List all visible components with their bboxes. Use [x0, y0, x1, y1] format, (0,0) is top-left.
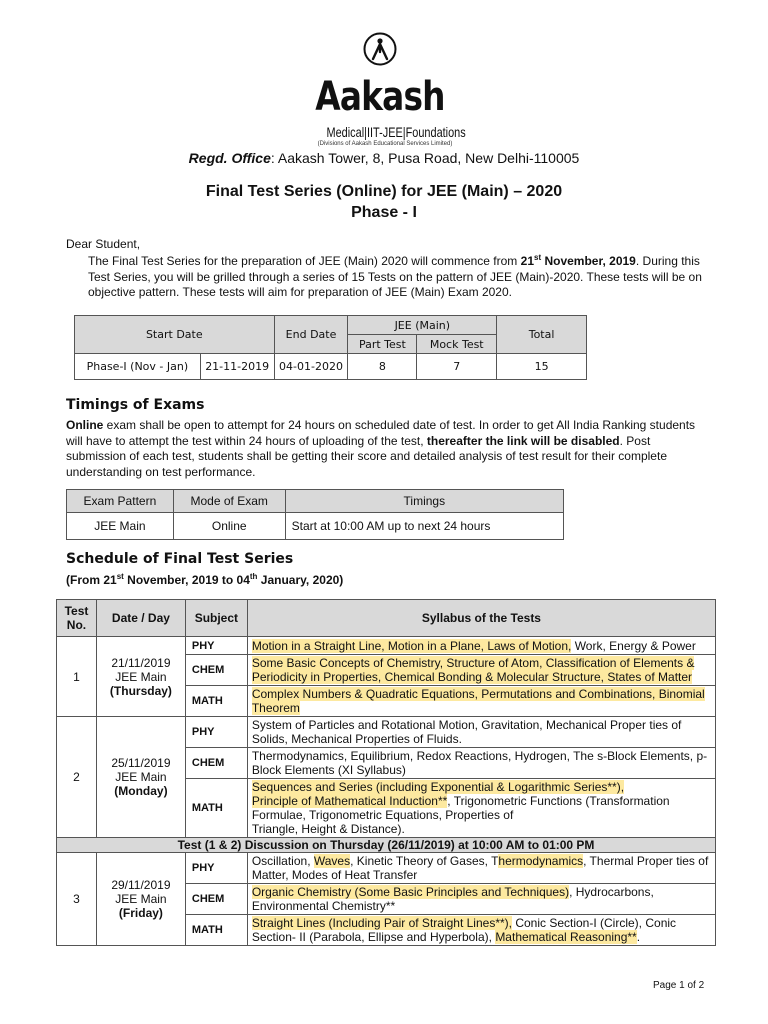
jee-main-header: JEE (Main) — [348, 316, 497, 335]
exam-mode-cell: Online — [173, 513, 285, 540]
phase-end: 04-01-2020 — [274, 354, 348, 380]
aakash-logo — [290, 30, 490, 150]
subject-cell: CHEM — [185, 748, 247, 779]
date-day-header: Date / Day — [96, 600, 185, 637]
highlighted-topic: hermodynamics — [498, 854, 584, 868]
timings-paragraph — [66, 418, 704, 480]
syllabus-cell — [247, 655, 715, 686]
syllabus-text: , Hydrocarbons, Environmental Chemistry** — [251, 885, 654, 913]
schedule-body — [57, 637, 716, 946]
schedule-table — [56, 599, 716, 946]
highlighted-topic: Mathematical Reasoning** — [495, 930, 637, 944]
regd-office-label: Regd. Office — [188, 150, 271, 166]
test-no-header: Test No. — [57, 600, 97, 637]
subject-cell: MATH — [185, 779, 247, 838]
exam-pattern-cell: JEE Main — [67, 513, 174, 540]
timings-bold: thereafter the link will be disabled — [426, 433, 620, 448]
test-number: 2 — [57, 717, 97, 838]
logo-subline: (Divisions of Aakash Educational Services Limited) — [317, 141, 453, 147]
logo-wordmark: Aakash — [315, 74, 445, 120]
timings-header: Timings — [285, 490, 563, 513]
timings-lead: Online — [66, 418, 104, 432]
schedule-heading: Schedule of Final Test Series — [66, 551, 294, 567]
exam-pattern-table — [66, 489, 564, 540]
highlighted-topic: Principle of Mathematical Induction** — [251, 794, 448, 808]
subject-cell: MATH — [185, 915, 247, 946]
phase-row — [75, 354, 587, 380]
syllabus-text: Work, Energy & Power — [571, 638, 696, 653]
syllabus-text: . — [636, 930, 641, 944]
exam-timing-cell: Start at 10:00 AM up to next 24 hours — [285, 513, 563, 540]
subject-cell: CHEM — [185, 884, 247, 915]
syllabus-text: , Trigonometric Functions (Transformation Formulae, Trigonometric Equations, Properties of — [251, 794, 670, 822]
test-date — [96, 637, 185, 717]
subject-cell: PHY — [185, 853, 247, 884]
test-number: 1 — [57, 637, 97, 717]
highlighted-topic: Complex Numbers & Quadratic Equations, Permutations and Combinations, Binomial Theorem — [251, 687, 705, 715]
test-day: (Thursday) — [109, 683, 172, 698]
syllabus-cell — [247, 853, 715, 884]
subject-cell: MATH — [185, 686, 247, 717]
timings-heading: Timings of Exams — [66, 397, 205, 413]
end-date-header: End Date — [274, 316, 348, 354]
test-exam-name: JEE Main — [115, 770, 167, 784]
intro-start-date: 21st November, 2019 — [520, 253, 636, 268]
syllabus-cell — [247, 779, 715, 838]
regd-office-address: : Aakash Tower, 8, Pusa Road, New Delhi-110005 — [270, 150, 580, 166]
test-date — [96, 717, 185, 838]
test-date-value: 25/11/2019 — [111, 756, 171, 770]
test-date-value: 21/11/2019 — [111, 655, 171, 670]
syllabus-cell — [247, 748, 715, 779]
highlighted-topic: Motion in a Straight Line, Motion in a Plane, Laws of Motion, — [251, 638, 572, 653]
aakash-emblem-icon — [363, 32, 397, 66]
test-exam-name: JEE Main — [115, 892, 167, 906]
highlighted-topic: Organic Chemistry (Some Basic Principles and Techniques) — [251, 885, 570, 899]
phase-name: Phase-I (Nov - Jan) — [75, 354, 201, 380]
discussion-row — [57, 838, 716, 853]
syllabus-cell — [247, 686, 715, 717]
greeting: Dear Student, — [66, 237, 141, 251]
total-header: Total — [497, 316, 587, 354]
subject-cell: CHEM — [185, 655, 247, 686]
highlighted-topic: Some Basic Concepts of Chemistry, Structure of Atom, Classification of Elements & Periodicity in Properties, Chemical Bonding & Molecular Structure, States of Matter — [251, 656, 695, 684]
test-day: (Friday) — [118, 906, 163, 920]
syllabus-text: System of Particles and Rotational Motion, Gravitation, Mechanical Proper ties of Solids, Mechanical Properties of Fluids. — [251, 718, 682, 746]
phase-total: 15 — [497, 354, 587, 380]
phase-table — [74, 315, 587, 380]
timings-text-1: exam shall be open to attempt for 24 hours on scheduled date of test. In order to get All India Ranking students will have to attempt the test within 24 hours of uploading of the test, — [66, 418, 696, 448]
highlighted-topic: Straight Lines (Including Pair of Straight Lines**), — [251, 916, 512, 930]
intro-text-2: . During this Test Series, you will be grilled through a series of 15 Tests on the pattern of JEE (Main)-2020. These tests will be on objective pattern. These tests will aim for preparation of JEE (Main) Exam 2020. — [88, 254, 702, 299]
schedule-date-range: (From 21st November, 2019 to 04th January, 2020) — [66, 572, 344, 587]
schedule-row — [57, 717, 716, 748]
discussion-note: Test (1 & 2) Discussion on Thursday (26/11/2019) at 10:00 AM to 01:00 PM — [57, 838, 716, 853]
syllabus-cell — [247, 717, 715, 748]
mode-of-exam-header: Mode of Exam — [173, 490, 285, 513]
page-number: Page 1 of 2 — [653, 980, 705, 991]
syllabus-header: Syllabus of the Tests — [247, 600, 715, 637]
exam-pattern-row — [67, 513, 564, 540]
syllabus-text: Conic Section-I (Circle), Conic Section- II (Parabola, Ellipse and Hyperbola), — [251, 916, 677, 944]
part-test-header: Part Test — [348, 335, 417, 354]
registered-office — [0, 150, 768, 166]
subject-cell: PHY — [185, 637, 247, 655]
test-exam-name: JEE Main — [115, 669, 167, 684]
syllabus-cell — [247, 884, 715, 915]
intro-paragraph — [88, 254, 703, 301]
syllabus-text: , Kinetic Theory of Gases, T — [350, 854, 499, 868]
intro-text-1: The Final Test Series for the preparation of JEE (Main) 2020 will commence from — [88, 254, 521, 268]
syllabus-cell — [247, 637, 715, 655]
subject-header: Subject — [185, 600, 247, 637]
syllabus-text: Thermodynamics, Equilibrium, Redox Reactions, Hydrogen, The s-Block Elements, p-Block Elements (XI Syllabus) — [251, 749, 708, 777]
highlighted-topic: Sequences and Series (including Exponential & Logarithmic Series**), — [251, 780, 625, 794]
phase-mock-count: 7 — [417, 354, 497, 380]
highlighted-topic: Waves — [313, 854, 351, 868]
phase-start: 21-11-2019 — [200, 354, 274, 380]
test-date — [96, 853, 185, 946]
test-date-value: 29/11/2019 — [111, 878, 171, 892]
syllabus-cell — [247, 915, 715, 946]
mock-test-header: Mock Test — [417, 335, 497, 354]
syllabus-text: Triangle, Height & Distance). — [251, 822, 405, 836]
logo-tagline: Medical|IIT-JEE|Foundations — [326, 124, 466, 140]
syllabus-text: , Thermal Proper ties of Matter, Modes of Heat Transfer — [251, 854, 709, 882]
test-day: (Monday) — [114, 784, 168, 798]
subject-cell: PHY — [185, 717, 247, 748]
timings-text-2: . Post submission of each test, students shall be getting their score and detailed analysis of test result for their complete understanding on test performance. — [66, 433, 667, 479]
syllabus-text: Oscillation, — [251, 854, 314, 868]
start-date-header: Start Date — [75, 316, 275, 354]
schedule-row — [57, 637, 716, 655]
test-number: 3 — [57, 853, 97, 946]
document-subtitle: Phase - I — [351, 204, 417, 221]
schedule-row — [57, 853, 716, 884]
exam-pattern-header: Exam Pattern — [67, 490, 174, 513]
document-title: Final Test Series (Online) for JEE (Main) – 2020 — [205, 183, 563, 200]
phase-part-count: 8 — [348, 354, 417, 380]
